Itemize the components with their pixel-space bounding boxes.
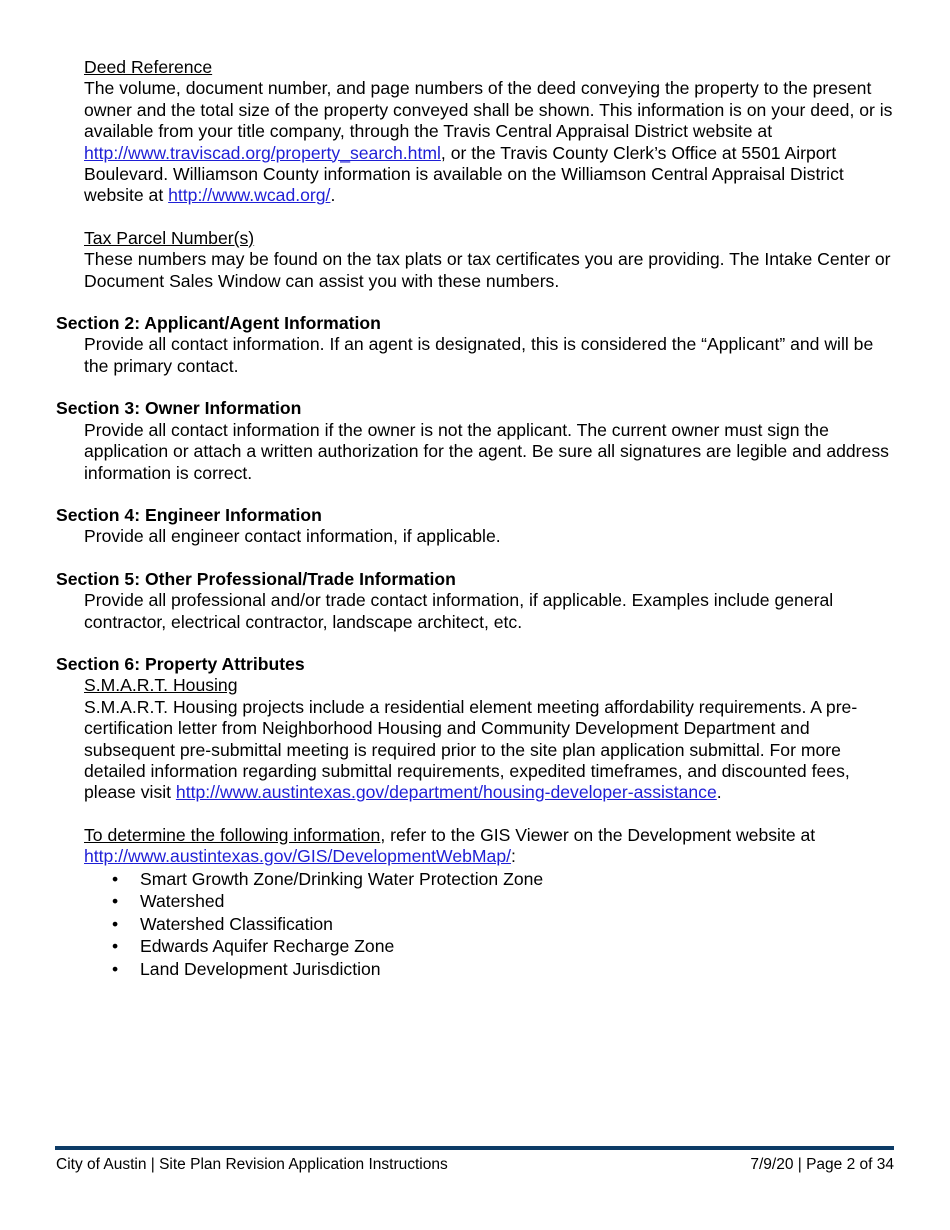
- list-item: [84, 868, 896, 891]
- deed-text-part: , or the Travis County Clerk’s Office at 5501 Airport Boulevard. Williamson County information is available on the Williamson Central Appraisal District website at: [84, 142, 844, 206]
- section-text: Provide all engineer contact information, if applicable.: [84, 526, 501, 547]
- footer-page-number: 7/9/20 | Page 2 of 34: [750, 1156, 894, 1173]
- smart-housing-block: [84, 675, 896, 803]
- list-item: [84, 958, 896, 981]
- bullet-icon: •: [112, 958, 119, 979]
- bullet-icon: •: [112, 868, 119, 889]
- deed-text-part: .: [330, 185, 336, 206]
- deed-reference-block: [84, 57, 896, 207]
- list-item: [84, 913, 896, 936]
- gis-text-part: , refer to the GIS Viewer on the Development website at: [380, 824, 816, 845]
- document-body: [56, 57, 896, 981]
- section-5: [56, 569, 896, 633]
- section-4: [56, 505, 896, 548]
- list-item: [84, 890, 896, 913]
- deed-reference-text: [84, 78, 896, 206]
- section-title: Section 2: Applicant/Agent Information: [56, 313, 381, 334]
- bullet-icon: •: [112, 913, 119, 934]
- tax-parcel-block: [84, 228, 896, 292]
- list-item-text: Edwards Aquifer Recharge Zone: [140, 936, 395, 957]
- gis-underlined-text: To determine the following information: [84, 824, 381, 845]
- smart-housing-heading: S.M.A.R.T. Housing: [84, 675, 238, 696]
- section-6: [56, 654, 896, 981]
- gis-webmap-link[interactable]: http://www.austintexas.gov/GIS/DevelopmentWebMap/: [84, 846, 512, 867]
- housing-developer-link[interactable]: http://www.austintexas.gov/department/housing-developer-assistance: [175, 782, 717, 803]
- section-title: Section 6: Property Attributes: [56, 653, 305, 674]
- wcad-link[interactable]: http://www.wcad.org/: [168, 185, 331, 206]
- gis-intro: [84, 825, 896, 868]
- smart-text-part: .: [716, 782, 722, 803]
- section-text: Provide all contact information if the owner is not the applicant. The current owner must sign the application or attach a written authorization for the agent. Be sure all signatures are legible and address information is correct.: [84, 419, 889, 483]
- section-3: [56, 398, 896, 484]
- section-text: Provide all professional and/or trade contact information, if applicable. Examples include general contractor, electrical contractor, landscape architect, etc.: [84, 590, 834, 632]
- section-2: [56, 313, 896, 377]
- smart-text-part: S.M.A.R.T. Housing projects include a residential element meeting affordability requirements. A pre-certification letter from Neighborhood Housing and Community Development Department and subsequent pre-submittal meeting is required prior to the site plan application submittal. For more detailed information regarding submittal requirements, expedited timeframes, and discounted fees, please visit: [84, 696, 858, 803]
- deed-reference-heading: Deed Reference: [84, 57, 213, 77]
- traviscad-link[interactable]: http://www.traviscad.org/property_search.html: [84, 142, 441, 163]
- gis-attribute-list: [84, 868, 896, 981]
- section-title: Section 5: Other Professional/Trade Information: [56, 568, 456, 589]
- list-item: [84, 935, 896, 958]
- section-text: Provide all contact information. If an agent is designated, this is considered the “Applicant” and will be the primary contact.: [84, 334, 874, 376]
- bullet-icon: •: [112, 891, 119, 912]
- footer-divider: [55, 1146, 894, 1150]
- smart-housing-text: [84, 697, 896, 804]
- list-item-text: Watershed Classification: [140, 913, 333, 934]
- tax-parcel-heading: Tax Parcel Number(s): [84, 227, 255, 248]
- list-item-text: Land Development Jurisdiction: [140, 958, 381, 979]
- list-item-text: Watershed: [140, 891, 225, 912]
- tax-parcel-text: These numbers may be found on the tax plats or tax certificates you are providing. The Intake Center or Document Sales Window can assist you with these numbers.: [84, 249, 891, 291]
- list-item-text: Smart Growth Zone/Drinking Water Protection Zone: [140, 868, 544, 889]
- gis-text-part: :: [511, 846, 516, 867]
- footer-document-title: City of Austin | Site Plan Revision Application Instructions: [56, 1156, 448, 1173]
- deed-text-part: The volume, document number, and page numbers of the deed conveying the property to the present owner and the total size of the property conveyed shall be shown. This information is on your deed, or is available from your title company, through the Travis Central Appraisal District website at: [84, 78, 893, 142]
- section-title: Section 4: Engineer Information: [56, 504, 322, 525]
- section-title: Section 3: Owner Information: [56, 398, 302, 419]
- bullet-icon: •: [112, 936, 119, 957]
